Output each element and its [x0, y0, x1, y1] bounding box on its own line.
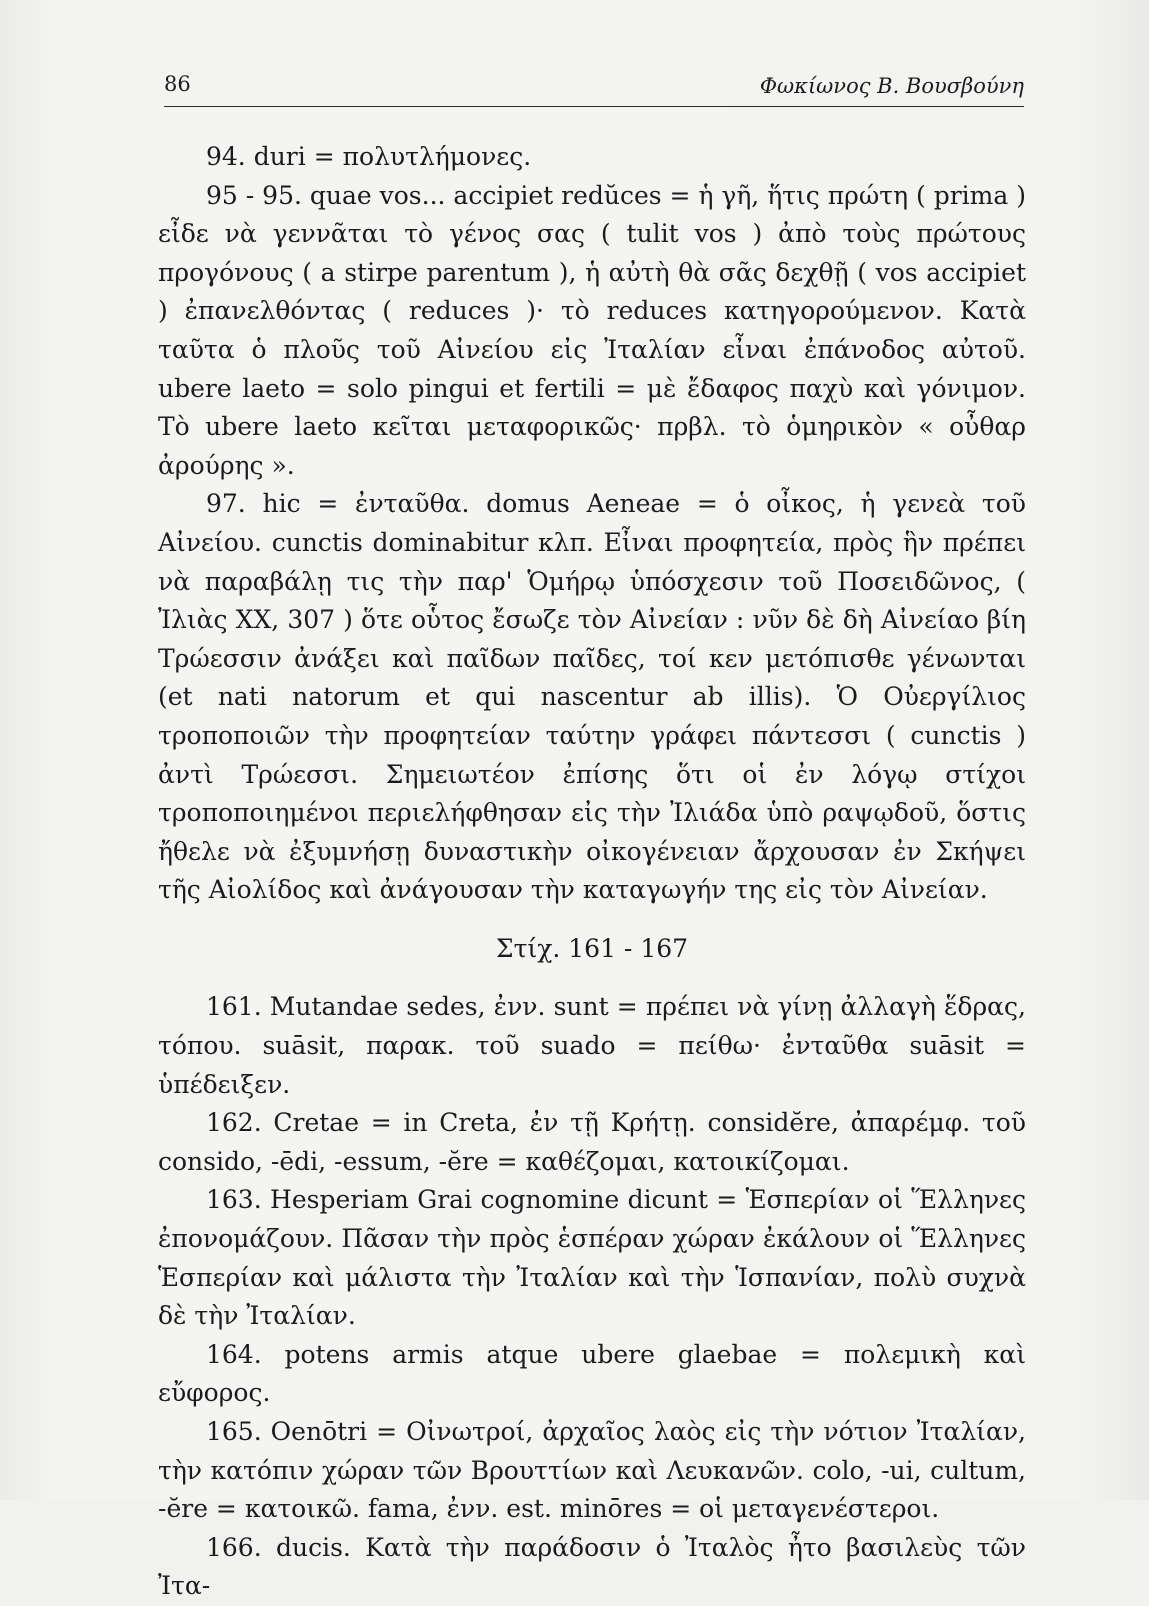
note-paragraph: 166. ducis. Κατὰ τὴν παράδοσιν ὁ Ἰταλὸς ἦτο βασιλεὺς τῶν Ἰτα-: [158, 1532, 1026, 1601]
note-paragraph: 162. Cretae = in Creta, ἐν τῇ Κρήτῃ. considĕre, ἀπαρέμφ. τοῦ consido, -ēdi, -essum, -ĕre = καθέζομαι, κατοικίζομαι.: [158, 1108, 1026, 1176]
note-paragraph: 95 - 95. quae vos... accipiet redŭces = ἡ γῆ, ἥτις πρώτη ( prima ) εἶδε νὰ γεννᾶται τὸ γένος σας ( tulit vos ) ἀπὸ τοὺς πρώτους προγόνους ( a stirpe parentum ), ἡ αὐτὴ θὰ σᾶς δεχθῇ ( vos accipiet ) ἐπανελθόντας ( reduces )· τὸ reduces κατηγορούμενον. Κατὰ ταῦτα ὁ πλοῦς τοῦ Αἰνείου εἰς Ἰταλίαν εἶναι ἐπάνοδος αὐτοῦ. ubere laeto = solo pingui et fertili = μὲ ἔδαφος παχὺ καὶ γόνιμον. Τὸ ubere laeto κεῖται μεταφορικῶς· πρβλ. τὸ ὁμηρικὸν « οὖθαρ ἀρούρης ».: [158, 180, 1026, 480]
page-body: [158, 138, 1026, 1606]
note-paragraph: 163. Hesperiam Grai cognomine dicunt = Ἑσπερίαν οἱ Ἕλληνες ἐπονομάζουν. Πᾶσαν τὴν πρὸς ἑσπέραν χώραν ἐκάλουν οἱ Ἕλληνες Ἑσπερίαν καὶ μάλιστα τὴν Ἰταλίαν καὶ τὴν Ἱσπανίαν, πολὺ συχνὰ δὲ τὴν Ἰταλίαν.: [158, 1185, 1026, 1331]
note-paragraph: 164. potens armis atque ubere glaebae = πολεμικὴ καὶ εὔφορος.: [158, 1339, 1026, 1408]
note-paragraph: 165. Oenōtri = Οἰνωτροί, ἀρχαῖος λαὸς εἰς τὴν νότιον Ἰταλίαν, τὴν κατόπιν χώραν τῶν Βρουττίων καὶ Λευκανῶν. colo, -ui, cultum, -ĕre = κατοικῶ. fama, ἐνν. est. minōres = οἱ μεταγενέστεροι.: [158, 1417, 1026, 1524]
running-head: Φωκίωνος Β. Βουσβούνη: [759, 74, 1024, 98]
note-paragraph: 97. hic = ἐνταῦθα. domus Aeneae = ὁ οἶκος, ἡ γενεὰ τοῦ Αἰνείου. cunctis dominabitur κλπ. Εἶναι προφητεία, πρὸς ἣν πρέπει νὰ παραβάλῃ τις τὴν παρ' Ὁμήρῳ ὑπόσχεσιν τοῦ Ποσειδῶνος, ( Ἰλιὰς ΧΧ, 307 ) ὅτε οὗτος ἔσωζε τὸν Αἰνείαν : νῦν δὲ δὴ Αἰνείαο βίη Τρώεσσιν ἀνάξει καὶ παῖδων παῖδες, τοί κεν μετόπισθε γένωνται (et nati natorum et qui nascentur ab illis). Ὁ Οὐεργίλιος τροποποιῶν τὴν προφητείαν ταύτην γράφει πάντεσσι ( cunctis ) ἀντὶ Τρώεσσι. Σημειωτέον ἐπίσης ὅτι οἱ ἐν λόγῳ στίχοι τροποποιημένοι περιελήφθησαν εἰς τὴν Ἰλιάδα ὑπὸ ραψῳδοῦ, ὅστις ἤθελε νὰ ἐξυμνήσῃ δυναστικὴν οἰκογένειαν ἄρχουσαν ἐν Σκήψει τῆς Αἰολίδος καὶ ἀνάγουσαν τὴν καταγωγήν της εἰς τὸν Αἰνείαν.: [158, 489, 1026, 905]
page-header: [164, 72, 1024, 107]
note-paragraph: 161. Mutandae sedes, ἐνν. sunt = πρέπει νὰ γίνῃ ἀλλαγὴ ἕδρας, τόπου. suāsit, παρακ. τοῦ suado = πείθω· ἐνταῦθα suāsit = ὑπέδειξεν.: [158, 992, 1026, 1099]
section-heading: Στίχ. 161 - 167: [495, 933, 689, 963]
page-number: 86: [164, 72, 191, 96]
note-paragraph: 94. duri = πολυτλήμονες.: [206, 142, 532, 171]
